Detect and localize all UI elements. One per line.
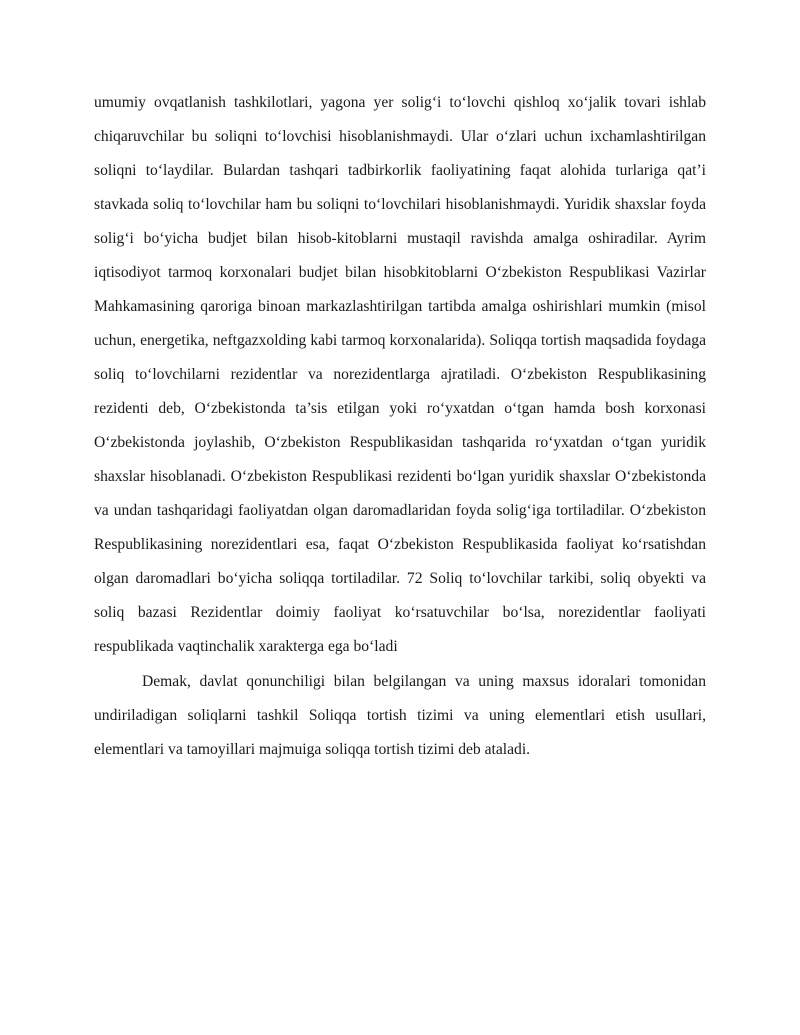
paragraph-1: umumiy ovqatlanish tashkilotlari, yagona yer solig‘i to‘lovchi qishloq xo‘jalik tovari ishlab chiqaruvchilar bu soliqni to‘lovchisi hisoblanishmaydi. Ular o‘zlari uchun ixchamlashtirilgan soliqni to‘laydilar. Bulardan tashqari tadbirkorlik faoliyatining faqat alohida turlariga qat’i stavkada soliq to‘lovchilar ham bu soliqni to‘lovchilari hisoblanishmaydi. Yuridik shaxslar foyda solig‘i bo‘yicha budjet bilan hisob-kitoblarni mustaqil ravishda amalga oshiradilar. Ayrim iqtisodiyot tarmoq korxonalari budjet bilan hisobkitoblarni O‘zbekiston Respublikasi Vazirlar Mahkamasining qaroriga binoan markazlashtirilgan tartibda amalga oshirishlari mumkin (misol uchun, energetika, neftgazxolding kabi tarmoq korxonalarida). Soliqqa tortish maqsadida foydaga soliq to‘lovchilarni rezidentlar va norezidentlarga ajratiladi. O‘zbekiston Respublikasining rezidenti deb, O‘zbekistonda ta’sis etilgan yoki ro‘yxatdan o‘tgan hamda bosh korxonasi O‘zbekistonda joylashib, O‘zbekiston Respublikasidan tashqarida ro‘yxatdan o‘tgan yuridik shaxslar hisoblanadi. O‘zbekiston Respublikasi rezidenti bo‘lgan yuridik shaxslar O‘zbekistonda va undan tashqaridagi faoliyatdan olgan daromadlaridan foyda solig‘iga tortiladilar. O‘zbekiston Respublikasining norezidentlari esa, faqat O‘zbekiston Respublikasida faoliyat ko‘rsatishdan olgan daromadlari bo‘yicha soliqqa tortiladilar. 72 Soliq to‘lovchilar tarkibi, soliq obyekti va soliq bazasi Rezidentlar doimiy faoliyat ko‘rsatuvchilar bo‘lsa, norezidentlar faoliyati respublikada vaqtinchalik xarakterga ega bo‘ladi xyxy=(94,94,706,655)
document-body xyxy=(94,86,706,767)
paragraph-2: Demak, davlat qonunchiligi bilan belgilangan va uning maxsus idoralari tomonidan undiriladigan soliqlarni tashkil Soliqqa tortish tizimi va uning elementlari etish usullari, elementlari va tamoyillari majmuiga soliqqa tortish tizimi deb ataladi. xyxy=(94,673,706,758)
